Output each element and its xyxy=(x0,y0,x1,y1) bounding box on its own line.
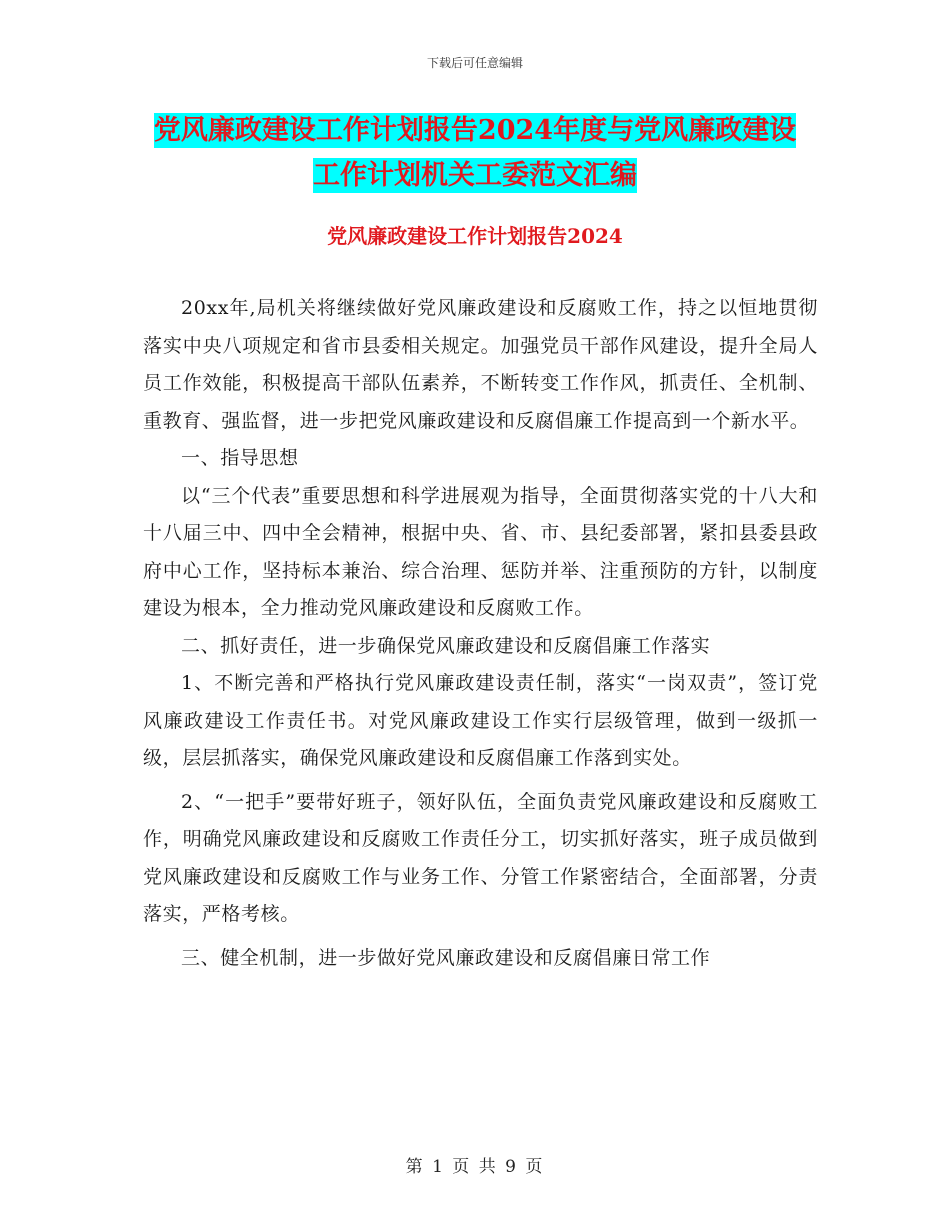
heading-mechanism: 三、健全机制，进一步做好党风廉政建设和反腐倡廉日常工作 xyxy=(181,946,711,969)
document-title xyxy=(0,108,950,198)
document-body xyxy=(143,290,818,977)
paragraph-item-1: 1、不断完善和严格执行党风廉政建设责任制，落实“一岗双责”，签订党风廉政建设工作责任书。对党风廉政建设工作实行层级管理，做到一级抓一级，层层抓落实，确保党风廉政建设和反腐倡廉工作落到实处。 xyxy=(143,672,818,769)
page-footer: 第 1 页 共 9 页 xyxy=(405,1157,545,1177)
paragraph-guiding-thought: 以“三个代表”重要思想和科学进展观为指导，全面贯彻落实党的十八大和十八届三中、四中全会精神，根据中央、省、市、县纪委部署，紧扣县委县政府中心工作，坚持标本兼治、综合治理、惩防并举、注重预防的方针，以制度建设为根本，全力推动党风廉政建设和反腐败工作。 xyxy=(143,484,818,619)
paragraph-item-2: 2、“一把手”要带好班子，领好队伍，全面负责党风廉政建设和反腐败工作，明确党风廉政建设和反腐败工作责任分工，切实抓好落实，班子成员做到党风廉政建设和反腐败工作与业务工作、分管工作紧密结合，全面部署，分责落实，严格考核。 xyxy=(143,790,818,925)
paragraph-intro: 20xx年,局机关将继续做好党风廉政建设和反腐败工作，持之以恒地贯彻落实中央八项规定和省市县委相关规定。加强党员干部作风建设，提升全局人员工作效能，积极提高干部队伍素养，不断转变工作作风，抓责任、全机制、重教育、强监督，进一步把党风廉政建设和反腐倡廉工作提高到一个新水平。 xyxy=(143,297,818,432)
heading-responsibility: 二、抓好责任，进一步确保党风廉政建设和反腐倡廉工作落实 xyxy=(181,634,711,657)
header-note: 下载后可任意编辑 xyxy=(426,56,523,70)
section-title: 党风廉政建设工作计划报告2024 xyxy=(327,224,623,248)
title-line-2: 工作计划机关工委范文汇编 xyxy=(313,160,637,191)
title-line-1: 党风廉政建设工作计划报告2024年度与党风廉政建设 xyxy=(153,115,797,146)
heading-guiding-thought: 一、指导思想 xyxy=(181,447,299,469)
